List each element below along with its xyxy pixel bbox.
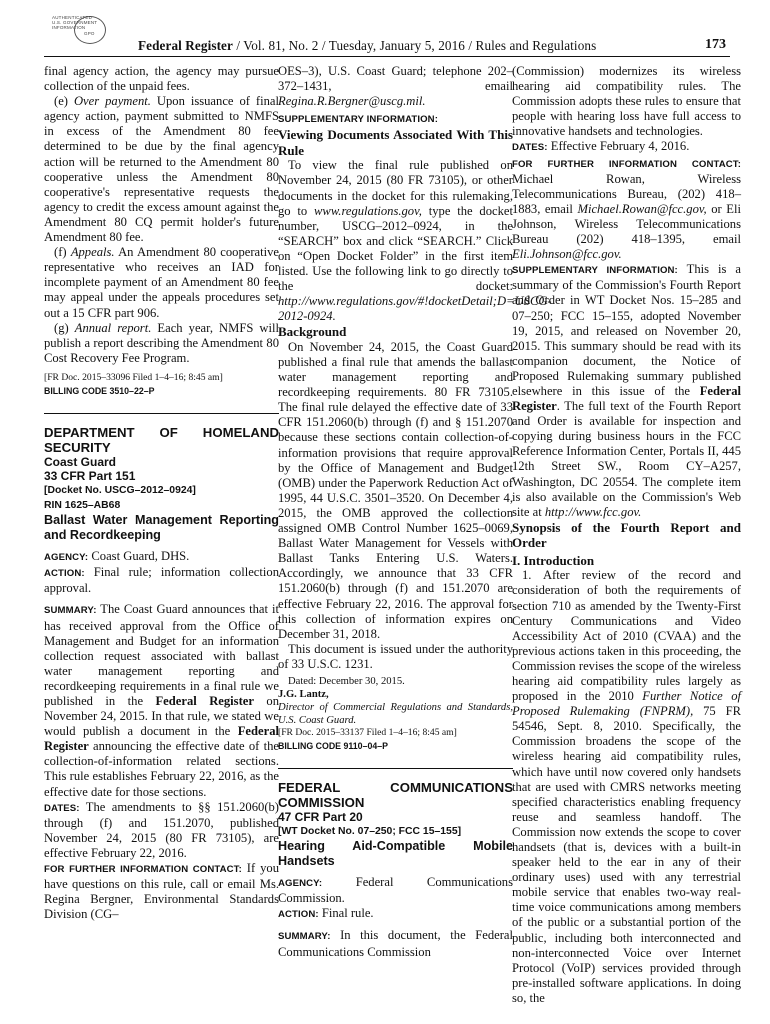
dates-paragraph: DATES: Effective February 4, 2016. <box>512 139 690 154</box>
seal-line: AUTHENTICATED <box>52 15 93 20</box>
sub-agency: Coast Guard <box>44 454 117 469</box>
rin-number: RIN 1625–AB68 <box>44 500 121 512</box>
issued-paragraph: This document is issued under the authority of 33 U.S.C. 1231. <box>278 641 513 671</box>
section-divider <box>278 768 513 769</box>
seal-line: U.S. GOVERNMENT <box>52 20 98 25</box>
supplementary-label: SUPPLEMENTARY INFORMATION: <box>278 114 439 126</box>
billing-code: BILLING CODE 3510–22–P <box>44 385 155 396</box>
regulations-link[interactable]: www.regulations.gov, <box>314 203 422 218</box>
dates-paragraph: DATES: The amendments to §§ 151.2060(b) through (f) and 151.2070, published November 24, 2015 (80 FR 73105), are effective February 22, 2016. <box>44 799 279 860</box>
docket-number: [WT Docket No. 07–250; FCC 15–155] <box>278 826 462 838</box>
signer-title: Director of Commercial Regulations and Standards, U.S. Coast Guard. <box>278 701 513 726</box>
contact-paragraph: FOR FURTHER INFORMATION CONTACT: If you have questions on this rule, call or email Ms. Regina Bergner, Environmental Standards Division (CG– <box>44 861 280 922</box>
summary-continuation: (Commission) modernizes its wireless hearing aid compatibility rules. The Commission adopts these rules to ensure that people with hearing loss have full access to innovative handsets and technologies. <box>512 64 741 139</box>
email-link[interactable]: Michael.Rowan@fcc.gov, <box>577 201 707 216</box>
summary-paragraph: SUMMARY: In this document, the Federal Communications Commission <box>278 928 513 959</box>
email-link[interactable]: Eli.Johnson@fcc.gov. <box>512 247 622 262</box>
heading-background: Background <box>278 324 347 340</box>
introduction-paragraph: 1. After review of the record and consideration of both the requirements of section 710 as amended by the Twenty-First Century Communications and Video Accessibility Act of 2010 (CVAA) and the previous actions taken in this proceeding, the Commission revises the scope of the wireless hearing aid compatibility rules largely as proposed in the 2010 Further Notice of Proposed Rulemaking (FNPRM), 75 FR 54546, Sept. 8, 2010. Specifically, the Commission broadens the scope of the wireless hearing aid compatibility rules, which have until now covered only handsets that are used with CMRS networks meeting specified characteristics enabling frequency reuse and seamless handoff. The Commission now extends the scope to cover handsets (that is, devices with a built-in speaker held to the ear in any of their ordinary uses) used with any terrestrial mobile service that enables two-way real-time voice communications among members of the public or a substantial portion of the public, including both interconnected and non-interconnected Voice over Internet Protocol (VoIP) services provided through pre-installed software applications. In doing so, the <box>512 568 741 1005</box>
contact-continuation: OES–3), U.S. Coast Guard; telephone 202–372–1431, email Regina.R.Bergner@uscg.mil. <box>278 64 513 109</box>
section-divider <box>44 413 279 414</box>
journal-name: Federal Register <box>138 38 233 53</box>
heading-introduction: I. Introduction <box>512 552 595 568</box>
viewing-paragraph: To view the final rule published on November 24, 2015 (80 FR 73105), or other documents in the docket for this rulemaking, go to www.regulations.gov, type the docket number, USCG–2012–0924, in the “SEARCH” box and click “SEARCH.” Click on “Open Docket Folder” in the first item listed. Use the following link to go directly to the docket: http://www.regulations.gov/#!docketDetail;D=USCG-2012-0924. <box>278 158 552 324</box>
paragraph-over-payment: (e) Over payment. Upon issuance of final agency action, payment submitted to NMFS in excess of the Amendment 80 fee determined to be due by the final agency action will be returned to the Amendment 80 cooperative unless the Amendment 80 cooperative's representative requests the agency to credit the excess amount against the Amendment 80 CQ permit holder's future Amendment 80 fee. <box>44 94 280 245</box>
seal-line: GPO <box>84 31 95 36</box>
fr-doc-line: [FR Doc. 2015–33137 Filed 1–4–16; 8:45 am] <box>278 726 457 738</box>
agency-line: AGENCY: Federal Communications Commission. <box>278 875 513 906</box>
cfr-part: 33 CFR Part 151 <box>44 468 136 483</box>
cfr-part: 47 CFR Part 20 <box>278 810 363 825</box>
contact-paragraph: FOR FURTHER INFORMATION CONTACT: Michael Rowan, Wireless Telecommunications Bureau, (202) 418–1883, email Michael.Rowan@fcc.gov, or Eli Johnson, Wireless Telecommunications Bureau (202) 418–1395, email Eli.Johnson@fcc.gov. <box>512 158 742 262</box>
billing-code: BILLING CODE 9110–04–P <box>278 740 389 751</box>
page-header <box>44 36 730 57</box>
rule-title: Ballast Water Management Reporting and Recordkeeping <box>44 513 279 543</box>
signer-name: J.G. Lantz, <box>278 688 329 700</box>
rule-title: Hearing Aid-Compatible Mobile Handsets <box>278 839 513 869</box>
paragraph-annual-report: (g) Annual report. Each year, NMFS will publish a report describing the Amendment 80 Cost Recovery Fee Program. <box>44 320 279 365</box>
fr-doc-line: [FR Doc. 2015–33096 Filed 1–4–16; 8:45 am] <box>44 371 223 383</box>
dated-line: Dated: December 30, 2015. <box>288 675 405 687</box>
paragraph-appeals: (f) Appeals. An Amendment 80 cooperative representative who receives an IAD for incomplete payment of an Amendment 80 fee may appeal under the appeals procedures set out a 15 CFR part 906. <box>44 245 280 320</box>
column-3 <box>512 64 741 1006</box>
page-number: 173 <box>705 37 726 52</box>
department-name: DEPARTMENT OF HOMELAND SECURITY <box>44 424 279 455</box>
supplementary-paragraph: SUPPLEMENTARY INFORMATION: This is a summary of the Commission's Fourth Report and Order in WT Docket Nos. 15–285 and 07–250; FCC 15–155, adopted November 19, 2015, and released on November 20, 2015. This summary should be read with its companion document, the Notice of Proposed Rulemaking summary published elsewhere in this issue of the Federal Register. The full text of the Fourth Report and Order is available for inspection and copying during business hours in the FCC Reference Information Center, Portals II, 445 12th Street SW., Room CY–A257, Washington, DC 20554. The complete item is also available on the Commission's Web site at http://www.fcc.gov. <box>512 262 741 519</box>
summary-paragraph: SUMMARY: The Coast Guard announces that it has received approval from the Office of Management and Budget for an information collection request associated with ballast water management reporting and recordkeeping requirements in a final rule we published in the Federal Register on November 24, 2015. In that rule, we stated we would publish a document in the Federal Register announcing the effective date of the collection-of-information related sections. This rule establishes February 22, 2016, as the effective date for those sections. <box>44 602 279 799</box>
heading-viewing-documents: Viewing Documents Associated With This Rule <box>278 127 513 158</box>
seal-line: INFORMATION <box>52 25 86 30</box>
action-line: ACTION: Final rule; information collection approval. <box>44 565 279 596</box>
background-paragraph: On November 24, 2015, the Coast Guard published a final rule that amends the ballast water management reporting and recordkeeping requirements. 80 FR 73105. The final rule delayed the effective date of 33 CFR 151.2060(b) through (f) and § 151.2070 because these sections contain collection-of-information provisions that require approval by the Office of Management and Budget (OMB) under the Paperwork Reduction Act of 1995, 44 U.S.C. 3501–3520. On December 4, 2015, the OMB approved the collection assigned OMB Control Number 1625–0069, Ballast Water Management for Vessels with Ballast Tanks Entering U.S. Waters. Accordingly, we announce that 33 CFR 151.2060(b) through (f) and 151.2070 are effective February 22, 2016. The approval for this collection of information expires on December 31, 2018. <box>278 339 513 641</box>
header-citation <box>138 38 596 54</box>
heading-synopsis: Synopsis of the Fourth Report and Order <box>512 519 741 551</box>
column-1 <box>44 64 279 922</box>
fcc-website-link[interactable]: http://www.fcc.gov. <box>544 504 642 519</box>
agency-line: AGENCY: Coast Guard, DHS. <box>44 549 190 564</box>
agency-name: FEDERAL COMMUNICATIONS COMMISSION <box>278 780 513 811</box>
docket-link[interactable]: http://www.regulations.gov/#!docketDetail;D=USCG-2012-0924. <box>278 294 552 324</box>
paragraph: final agency action, the agency may pursue collection of the unpaid fees. <box>44 64 279 94</box>
column-2 <box>278 64 552 960</box>
docket-number: [Docket No. USCG–2012–0924] <box>44 484 196 496</box>
action-line: ACTION: Final rule. <box>278 906 374 921</box>
volume-info: / Vol. 81, No. 2 / Tuesday, January 5, 2016 / Rules and Regulations <box>232 38 597 53</box>
